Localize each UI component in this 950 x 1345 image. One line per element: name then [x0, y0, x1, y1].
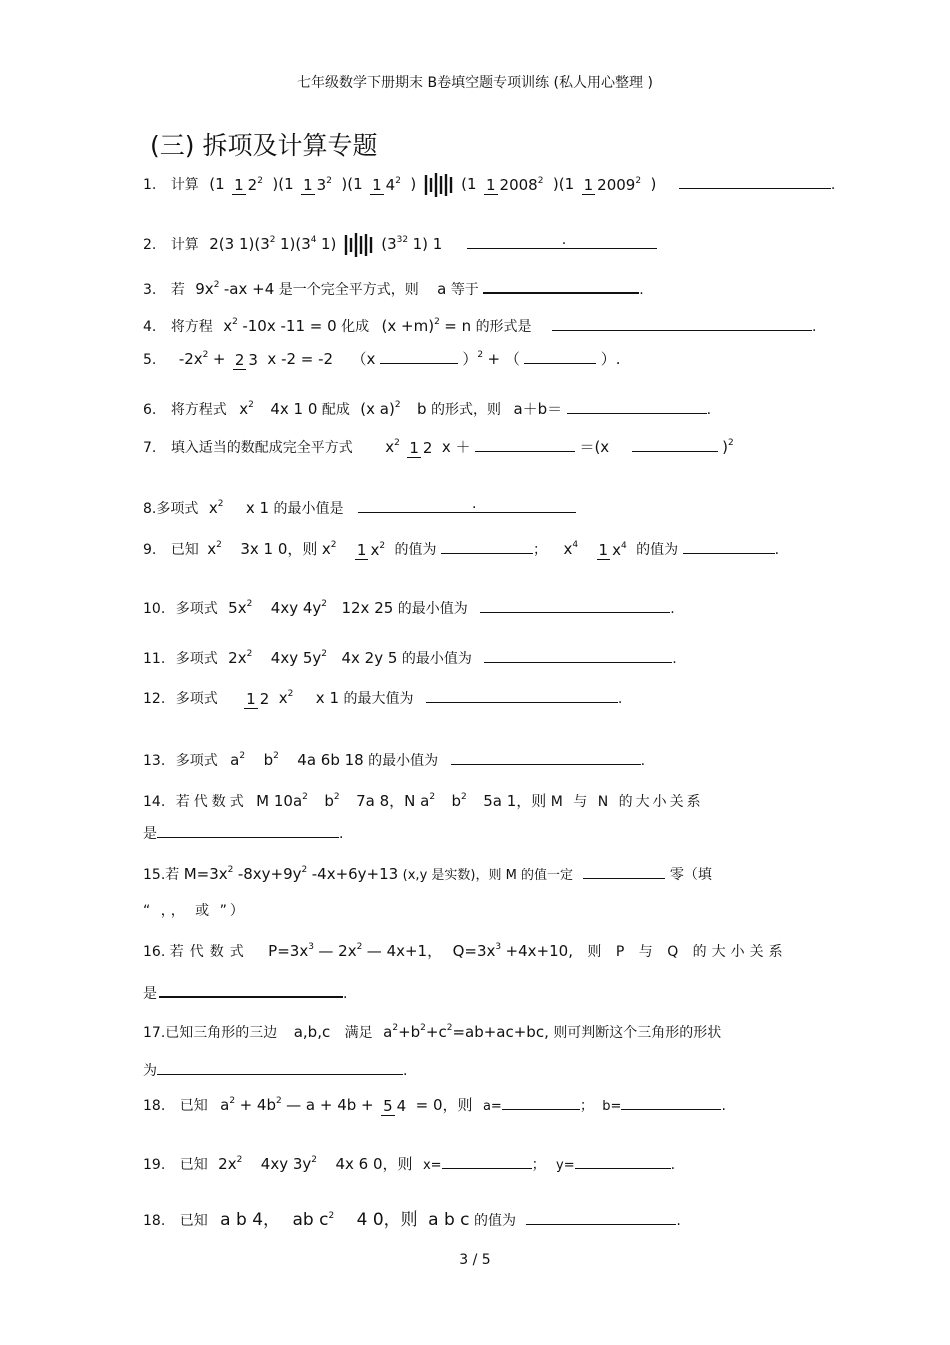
- scan-artifact-icon: [343, 232, 375, 258]
- answer-blank[interactable]: [679, 174, 831, 189]
- answer-blank[interactable]: [567, 399, 707, 414]
- expr: (1: [209, 175, 225, 193]
- answer-blank[interactable]: [157, 1060, 403, 1075]
- answer-blank[interactable]: [442, 1154, 532, 1169]
- question-13: 13. 多项式 $a^2$ $b^2$ 4a 6b 18 的最小值为 .: [143, 751, 646, 769]
- question-18: 18. 已知 $a^2 + 4b^2$ — a + 4b + 5 4 = 0，则 a= ； b= .: [143, 1096, 726, 1115]
- answer-blank[interactable]: [575, 1154, 671, 1169]
- fraction: 1 $x^4$: [598, 540, 627, 559]
- answer-blank[interactable]: [484, 648, 672, 663]
- answer-blank[interactable]: [483, 278, 639, 294]
- expr: )(1: [341, 175, 363, 193]
- fraction: 1 $x^2$: [356, 540, 386, 559]
- question-11: 11. 多项式 $2x^2$ 4xy $5y^2$ 4x 2y 5 的最小值为 .: [143, 649, 677, 667]
- question-9: 9. 已知 $x^2$ 3x 1 0，则 $x^2$ 1 $x^2$ 的值为 ； $x^4$ 1 $x^4$ 的值为 .: [143, 540, 780, 559]
- answer-blank[interactable]: [380, 349, 458, 364]
- page-number: 3 / 5: [459, 1252, 491, 1268]
- answer-blank[interactable]: [526, 1210, 676, 1225]
- expr: )(1: [272, 175, 294, 193]
- answer-blank[interactable]: .: [358, 498, 576, 513]
- answer-blank[interactable]: [157, 823, 339, 838]
- answer-blank[interactable]: [552, 316, 812, 331]
- expr: )(1: [552, 175, 575, 193]
- question-17-line2: 为 .: [143, 1060, 407, 1080]
- question-14-line2: 是 .: [143, 823, 343, 843]
- question-5: 5. $-2x^2 + 2$ 3 x -2 = -2 （x ）$^2$ + （ ）.: [143, 350, 621, 369]
- answer-blank[interactable]: [451, 750, 641, 765]
- question-15: 15.若 $M=3x^2$ $-8xy+9y^2$ -4x+6y+13 (x,y 是实数)，则 M 的值一定 零（填: [143, 865, 712, 883]
- answer-blank[interactable]: [441, 539, 533, 554]
- fraction: 1 2008$^2$: [486, 175, 544, 194]
- question-7: 7. 填入适当的数配成完全平方式 $x^2$ 1 2 x ＋ ＝(x )$^2$: [143, 438, 734, 457]
- answer-blank[interactable]: [475, 437, 575, 452]
- question-12: 12. 多项式 1 2 $x^2$ x 1 的最大值为 .: [143, 689, 623, 708]
- fraction: 1 $2^2$: [234, 175, 263, 194]
- fraction: 1 $4^2$: [372, 175, 401, 194]
- page-header: 七年级数学下册期末 B卷填空题专项训练 (私人用心整理 ): [297, 75, 653, 91]
- q-number: 1.: [143, 177, 157, 193]
- answer-blank[interactable]: [426, 688, 618, 703]
- question-19: 19. 已知 $2x^2$ 4xy $3y^2$ 4x 6 0，则 x= ； y= .: [143, 1155, 676, 1173]
- expr: ): [650, 175, 657, 193]
- question-14: 14. 若代数式 M $10a^2$ $b^2$ 7a 8，N $a^2$ $b^2$ 5a 1，则 M 与 N 的大小关系: [143, 792, 704, 810]
- question-8: 8.多项式 $x^2$ x 1 的最小值是 .: [143, 498, 576, 518]
- fraction: 1 2: [409, 438, 433, 457]
- question-3: 3. 若 $9x^2$ -ax +4 是一个完全平方式，则 a 等于 .: [143, 280, 644, 298]
- answer-blank[interactable]: [621, 1095, 721, 1110]
- question-1: 1. 计算 (1 1 $2^2$ )(1 1 $3^2$ )(1 1 $4^2$ ) (1 1 2008$^2$ )(1 1 2009$^2$ ) .: [143, 172, 835, 198]
- answer-blank[interactable]: [683, 539, 775, 554]
- question-4: 4. 将方程 $x^2$ -10x -11 = 0 化成 $(x +m)^2 = n$ 的形式是 .: [143, 317, 817, 335]
- fraction: 1 2: [246, 689, 270, 708]
- question-15-line2: “ ，， 或 ”）: [143, 903, 247, 919]
- question-16-line2: 是 .: [143, 982, 347, 1003]
- fraction: 1 2009$^2$: [583, 175, 642, 194]
- answer-blank[interactable]: [480, 598, 670, 613]
- answer-blank[interactable]: [524, 349, 596, 364]
- answer-blank[interactable]: [583, 864, 665, 879]
- q-label: 计算: [170, 177, 199, 193]
- fraction: 2 3: [234, 350, 258, 369]
- question-18b: 18. 已知 a b 4， ab $c^2$ 4 0，则 a b c 的值为 .: [143, 1210, 681, 1230]
- question-2: 2. 计算 2(3 $1)(3^2$ $1)(3^4$ 1) ($3^{32}$ 1) 1 .: [143, 232, 657, 258]
- question-6: 6. 将方程式 $x^2$ 4x 1 0 配成 (x a)$^2$ b 的形式，则 a＋b＝ .: [143, 400, 712, 418]
- fraction: 1 $3^2$: [303, 175, 332, 194]
- answer-blank[interactable]: [502, 1095, 580, 1110]
- answer-blank[interactable]: [159, 982, 343, 998]
- expr: ): [410, 175, 417, 193]
- scan-artifact-icon: [423, 172, 455, 198]
- answer-blank[interactable]: .: [467, 234, 657, 249]
- answer-blank[interactable]: [632, 437, 718, 452]
- fraction: 5 4: [383, 1096, 407, 1115]
- expr: (1: [461, 175, 477, 193]
- question-17: 17.已知三角形的三边 a,b,c 满足 $a^2+b^2+c^2=ab+ac+bc$, 则可判断这个三角形的形状: [143, 1023, 722, 1041]
- section-title: (三) 拆项及计算专题: [150, 131, 378, 160]
- question-10: 10. 多项式 $5x^2$ 4xy $4y^2$ 12x 25 的最小值为 .: [143, 599, 675, 617]
- question-16: 16. 若代数式 $P=3x^3$ — $2x^2$ — 4x+1， $Q=3x^3 +4x+10$, 则 P 与 Q 的大小关系: [143, 942, 788, 960]
